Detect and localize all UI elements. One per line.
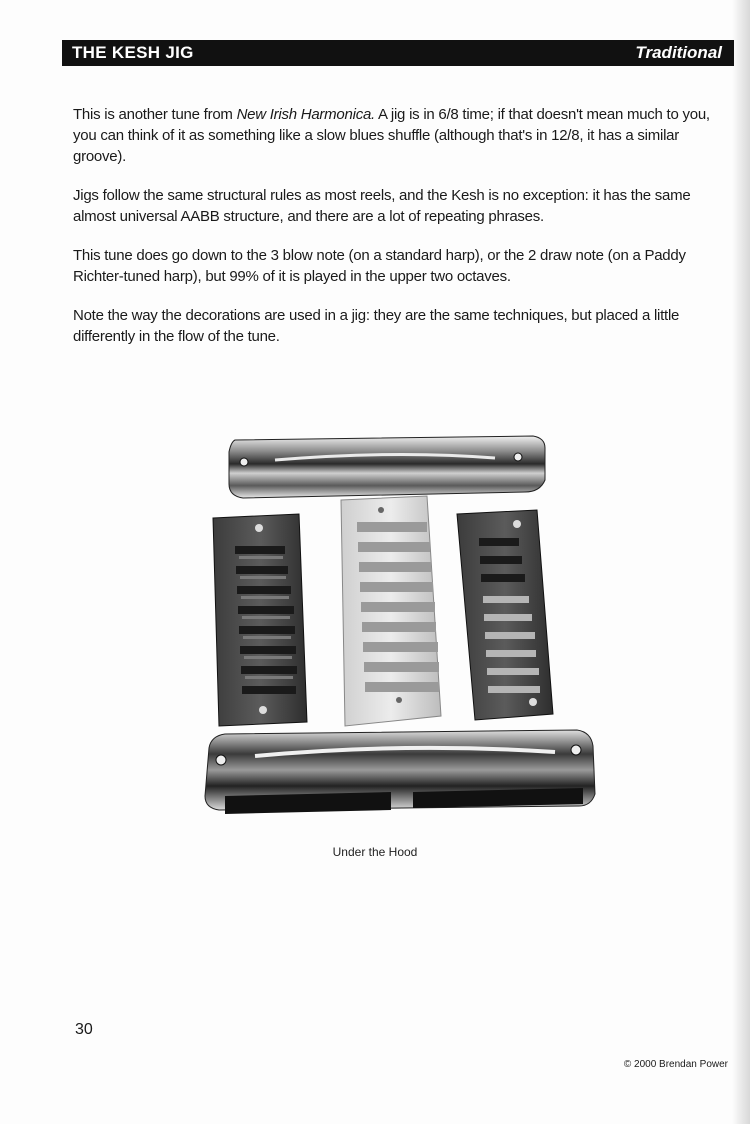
chapter-header-bar — [62, 40, 734, 66]
body-text — [73, 104, 725, 365]
paragraph-1-rest: A jig is in 6/8 time; if that doesn't mean much to you, you can think of it as something like a slow blues shuffle (although that's in 12/8, it has a similar groove). — [73, 106, 710, 165]
tune-origin: Traditional — [635, 43, 722, 62]
paragraph-1 — [73, 104, 725, 167]
paragraph-2: Jigs follow the same structural rules as most reels, and the Kesh is no exception: it has the same almost universal AABB structure, and there are a lot of repeating phrases. — [73, 187, 691, 225]
harmonica-parts-photo — [195, 430, 610, 820]
top-cover-plate — [229, 436, 545, 498]
tune-title: THE KESH JIG — [72, 43, 194, 62]
paragraph-1-lead: This is another tune from — [73, 106, 237, 123]
paragraph-3: This tune does go down to the 3 blow note (on a standard harp), or the 2 draw note (on a Paddy Richter-tuned harp), but 99% of it is played in the upper two octaves. — [73, 247, 686, 285]
bottom-cover-plate — [205, 730, 595, 814]
page-number: 30 — [75, 1021, 93, 1038]
right-reed-plate — [457, 510, 553, 720]
left-reed-plate — [213, 514, 307, 726]
harmonica-comb — [341, 496, 441, 726]
book-title: New Irish Harmonica. — [236, 106, 375, 123]
page-edge-shadow — [732, 0, 750, 1124]
paragraph-4: Note the way the decorations are used in a jig: they are the same techniques, but placed a little differently in the flow of the tune. — [73, 307, 680, 345]
copyright-notice: © 2000 Brendan Power — [623, 1059, 728, 1070]
figure-caption: Under the Hood — [332, 845, 418, 859]
